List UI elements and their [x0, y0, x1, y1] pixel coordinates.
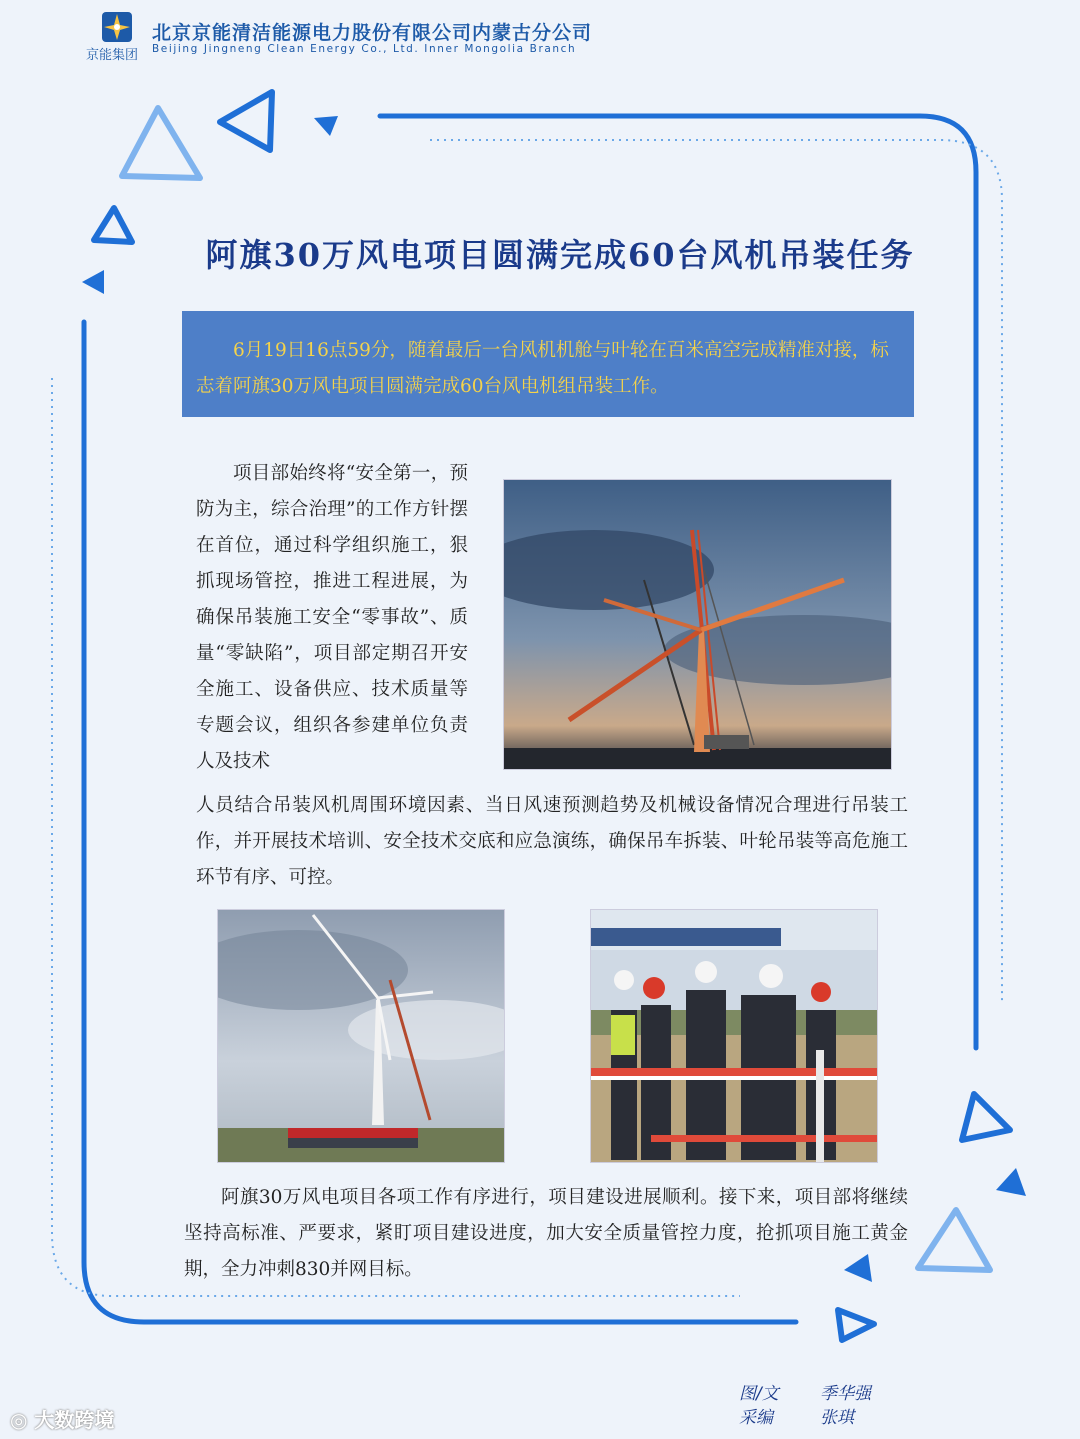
paragraph-1-end: 人员结合吊装风机周围环境因素、当日风速预测趋势及机械设备情况合理进行吊装工作，并开展技术培训、安全技术交底和应急演练，确保吊车拆装、叶轮吊装等高危施工环节有序、可控。 — [196, 795, 908, 888]
triangle-solid-2 — [82, 270, 104, 294]
credit-name-2: 张琪 — [820, 1408, 854, 1428]
credit-label-2: 采编 — [739, 1408, 773, 1428]
paragraph-2: 阿旗30万风电项目各项工作有序进行，项目建设进展顺利。接下来，项目部将继续坚持高标准、严要求，紧盯项目建设进度，加大安全质量管控力度，抢抓项目施工黄金期，全力冲刺830并网目标。 — [184, 1187, 908, 1280]
credit-name-1: 季华强 — [820, 1384, 871, 1404]
photo-site-inspection — [590, 909, 878, 1163]
triangle-outline-4 — [962, 1094, 1010, 1140]
triangle-outline-5 — [918, 1210, 990, 1270]
lead-text: 6月19日16点59分，随着最后一台风机机舱与叶轮在百米高空完成精准对接，标志着阿旗30万风电项目圆满完成60台风电机组吊装工作。 — [196, 340, 889, 397]
triangle-solid-3 — [996, 1168, 1026, 1196]
group-name: 京能集团 — [86, 48, 139, 63]
company-name-cn: 北京京能清洁能源电力股份有限公司内蒙古分公司 — [152, 22, 593, 44]
triangle-outline-2 — [220, 92, 272, 150]
triangle-outline-3 — [94, 208, 132, 242]
triangle-solid-1 — [314, 116, 338, 136]
lead-box — [182, 311, 914, 417]
triangle-outline-6 — [838, 1310, 874, 1340]
watermark-text: 大数跨境 — [34, 1408, 115, 1432]
photo-crane-lifting-turbine — [503, 479, 892, 770]
photo-team-with-turbine — [217, 909, 505, 1163]
watermark-logo-icon: ◎ — [10, 1408, 35, 1432]
triangle-outline-1 — [122, 108, 200, 178]
article-title: 阿旗30万风电项目圆满完成60台风机吊装任务 — [205, 236, 915, 274]
paragraph-1-start: 项目部始终将“安全第一，预防为主，综合治理”的工作方针摆在首位，通过科学组织施工，狠抓现场管控，推进工程进展，为确保吊装施工安全“零事故”、质量“零缺陷”，项目部定期召开安全施工、设备供应、技术质量等专题会议，组织各参建单位负责人及技术 — [196, 463, 468, 772]
company-name-en: Beijing Jingneng Clean Energy Co., Ltd. Inner Mongolia Branch — [152, 43, 577, 55]
credit-label-1: 图/文 — [739, 1384, 779, 1404]
watermark — [10, 1404, 114, 1433]
